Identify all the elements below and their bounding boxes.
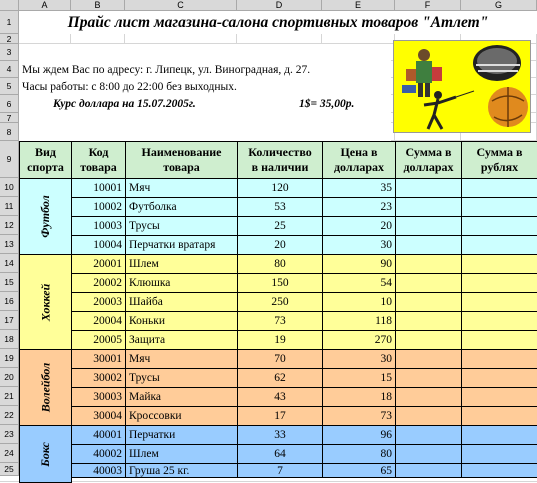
qty-cell[interactable]: 64 (237, 444, 323, 464)
sum-usd-cell[interactable] (395, 216, 462, 236)
row-header-4[interactable]: 4 (0, 61, 19, 78)
code-cell[interactable]: 30003 (71, 387, 126, 407)
row-header-17[interactable]: 17 (0, 311, 19, 330)
sum-rub-cell[interactable] (461, 292, 537, 312)
price-cell[interactable]: 65 (322, 463, 396, 478)
row-header-8[interactable]: 8 (0, 123, 19, 141)
column-header-B[interactable]: B (71, 0, 125, 11)
price-cell[interactable]: 15 (322, 368, 396, 388)
row-header-21[interactable]: 21 (0, 387, 19, 406)
qty-cell[interactable]: 70 (237, 349, 323, 369)
sum-usd-cell[interactable] (395, 235, 462, 255)
sum-rub-cell[interactable] (461, 178, 537, 198)
price-cell[interactable]: 73 (322, 406, 396, 426)
code-cell[interactable]: 10004 (71, 235, 126, 255)
table-header-E[interactable]: Цена в долларах (322, 141, 396, 179)
sum-rub-cell[interactable] (461, 330, 537, 350)
price-cell[interactable]: 18 (322, 387, 396, 407)
name-cell[interactable]: Шлем (125, 444, 238, 464)
code-cell[interactable]: 10002 (71, 197, 126, 217)
price-cell[interactable]: 270 (322, 330, 396, 350)
name-cell[interactable]: Клюшка (125, 273, 238, 293)
row-header-14[interactable]: 14 (0, 254, 19, 273)
code-cell[interactable]: 40002 (71, 444, 126, 464)
name-cell[interactable]: Перчатки (125, 425, 238, 445)
sport-name: Волейбол (38, 362, 52, 413)
code-cell[interactable]: 20003 (71, 292, 126, 312)
row-header-6[interactable]: 6 (0, 95, 19, 113)
sum-usd-cell[interactable] (395, 311, 462, 331)
table-header-G[interactable]: Сумма в рублях (461, 141, 537, 179)
qty-cell[interactable]: 25 (237, 216, 323, 236)
sum-rub-cell[interactable] (461, 406, 537, 426)
sum-rub-cell[interactable] (461, 235, 537, 255)
sport-name: Бокс (37, 441, 52, 467)
code-cell[interactable]: 30002 (71, 368, 126, 388)
sum-rub-cell[interactable] (461, 444, 537, 464)
row-header-12[interactable]: 12 (0, 216, 19, 235)
name-cell[interactable]: Защита (125, 330, 238, 350)
qty-cell[interactable]: 150 (237, 273, 323, 293)
row-header-7[interactable]: 7 (0, 113, 19, 123)
price-cell[interactable]: 30 (322, 349, 396, 369)
column-header-G[interactable]: G (461, 0, 537, 11)
row-header-5[interactable]: 5 (0, 78, 19, 95)
name-cell[interactable]: Футболка (125, 197, 238, 217)
sport-name: Футбол (38, 195, 52, 238)
row-header-15[interactable]: 15 (0, 273, 19, 292)
price-cell[interactable]: 54 (322, 273, 396, 293)
sum-rub-cell[interactable] (461, 254, 537, 274)
row-header-3[interactable]: 3 (0, 44, 19, 61)
sum-usd-cell[interactable] (395, 273, 462, 293)
name-cell[interactable]: Трусы (125, 216, 238, 236)
sum-rub-cell[interactable] (461, 273, 537, 293)
sum-rub-cell[interactable] (461, 216, 537, 236)
rate-value[interactable]: 1$= 35,00р. (299, 98, 355, 110)
row-header-10[interactable]: 10 (0, 178, 19, 197)
row-header-13[interactable]: 13 (0, 235, 19, 254)
name-cell[interactable]: Кроссовки (125, 406, 238, 426)
sum-usd-cell[interactable] (395, 330, 462, 350)
price-cell[interactable]: 90 (322, 254, 396, 274)
price-cell[interactable]: 118 (322, 311, 396, 331)
price-cell[interactable]: 10 (322, 292, 396, 312)
price-cell[interactable]: 30 (322, 235, 396, 255)
football-helmet-icon (473, 45, 521, 81)
code-cell[interactable]: 30004 (71, 406, 126, 426)
name-cell[interactable]: Майка (125, 387, 238, 407)
code-cell[interactable]: 20005 (71, 330, 126, 350)
column-header-A[interactable]: A (19, 0, 71, 11)
sum-usd-cell[interactable] (395, 254, 462, 274)
column-header-D[interactable]: D (237, 0, 322, 11)
row-header-1[interactable]: 1 (0, 11, 19, 34)
sum-usd-cell[interactable] (395, 197, 462, 217)
table-header-F[interactable]: Сумма в долларах (395, 141, 462, 179)
name-cell[interactable]: Груша 25 кг. (125, 463, 238, 478)
name-cell[interactable]: Шайба (125, 292, 238, 312)
sport-cell-1[interactable] (19, 254, 72, 350)
qty-cell[interactable]: 62 (237, 368, 323, 388)
row-header-18[interactable]: 18 (0, 330, 19, 349)
sum-rub-cell[interactable] (461, 387, 537, 407)
qty-cell[interactable]: 20 (237, 235, 323, 255)
code-cell[interactable]: 40001 (71, 425, 126, 445)
qty-cell[interactable]: 80 (237, 254, 323, 274)
table-header-D[interactable]: Количество в наличии (237, 141, 323, 179)
row-header-23[interactable]: 23 (0, 425, 19, 444)
address-text[interactable]: Мы ждем Вас по адресу: г. Липецк, ул. Виноградная, д. 27. (22, 63, 311, 76)
row-header-2[interactable]: 2 (0, 34, 19, 44)
row-header-9[interactable]: 9 (0, 141, 19, 178)
sum-usd-cell[interactable] (395, 406, 462, 426)
hours-text[interactable]: Часы работы: с 8:00 до 22:00 без выходных. (22, 80, 237, 93)
qty-cell[interactable]: 7 (237, 463, 323, 478)
sheet-title[interactable]: Прайс лист магазина-салона спортивных товаров "Атлет" (19, 11, 537, 34)
name-cell[interactable]: Трусы (125, 368, 238, 388)
row-header-16[interactable]: 16 (0, 292, 19, 311)
rate-label[interactable]: Курс доллара на 15.07.2005г. (53, 98, 196, 110)
qty-cell[interactable]: 43 (237, 387, 323, 407)
row-header-22[interactable]: 22 (0, 406, 19, 425)
select-all-corner[interactable] (0, 0, 19, 11)
sum-rub-cell[interactable] (461, 197, 537, 217)
name-cell[interactable]: Мяч (125, 178, 238, 198)
qty-cell[interactable]: 33 (237, 425, 323, 445)
name-cell[interactable]: Коньки (125, 311, 238, 331)
code-cell[interactable]: 10001 (71, 178, 126, 198)
qty-cell[interactable]: 120 (237, 178, 323, 198)
sum-rub-cell[interactable] (461, 311, 537, 331)
sum-usd-cell[interactable] (395, 349, 462, 369)
code-cell[interactable]: 20004 (71, 311, 126, 331)
sum-rub-cell[interactable] (461, 425, 537, 445)
sum-usd-cell[interactable] (395, 387, 462, 407)
sum-rub-cell[interactable] (461, 368, 537, 388)
column-header-F[interactable]: F (395, 0, 461, 11)
qty-cell[interactable]: 73 (237, 311, 323, 331)
name-cell[interactable]: Перчатки вратаря (125, 235, 238, 255)
qty-cell[interactable]: 250 (237, 292, 323, 312)
table-header-C[interactable]: Наименование товара (125, 141, 238, 179)
sum-rub-cell[interactable] (461, 349, 537, 369)
name-cell[interactable]: Мяч (125, 349, 238, 369)
row-header-24[interactable]: 24 (0, 444, 19, 463)
price-cell[interactable]: 96 (322, 425, 396, 445)
sport-name: Хоккей (37, 283, 52, 321)
qty-cell[interactable]: 17 (237, 406, 323, 426)
sum-usd-cell[interactable] (395, 178, 462, 198)
price-cell[interactable]: 20 (322, 216, 396, 236)
sum-usd-cell[interactable] (395, 292, 462, 312)
sport-cell-3[interactable] (19, 425, 72, 483)
code-cell[interactable]: 20001 (71, 254, 126, 274)
column-header-E[interactable]: E (322, 0, 395, 11)
code-cell[interactable]: 20002 (71, 273, 126, 293)
sport-cell-0[interactable] (19, 178, 72, 255)
qty-cell[interactable]: 19 (237, 330, 323, 350)
sports-clipart-image[interactable] (393, 40, 531, 133)
row-header-25[interactable]: 25 (0, 463, 19, 476)
ball-icon (488, 87, 528, 127)
table-header-A[interactable]: Вид спорта (19, 141, 72, 179)
code-cell[interactable]: 30001 (71, 349, 126, 369)
price-cell[interactable]: 23 (322, 197, 396, 217)
code-cell[interactable]: 40003 (71, 463, 126, 478)
row-header-20[interactable]: 20 (0, 368, 19, 387)
qty-cell[interactable]: 53 (237, 197, 323, 217)
column-header-C[interactable]: C (125, 0, 237, 11)
price-cell[interactable]: 80 (322, 444, 396, 464)
table-header-B[interactable]: Код товара (71, 141, 126, 179)
grid-line-horizontal (0, 481, 537, 482)
name-cell[interactable]: Шлем (125, 254, 238, 274)
price-cell[interactable]: 35 (322, 178, 396, 198)
sport-cell-2[interactable] (19, 349, 72, 426)
sports-clipart-icon (394, 41, 530, 132)
person-with-bags-icon (402, 49, 442, 97)
sum-usd-cell[interactable] (395, 425, 462, 445)
row-header-11[interactable]: 11 (0, 197, 19, 216)
code-cell[interactable]: 10003 (71, 216, 126, 236)
sum-usd-cell[interactable] (395, 368, 462, 388)
sum-usd-cell[interactable] (395, 444, 462, 464)
fencer-icon (424, 91, 474, 129)
row-header-19[interactable]: 19 (0, 349, 19, 368)
